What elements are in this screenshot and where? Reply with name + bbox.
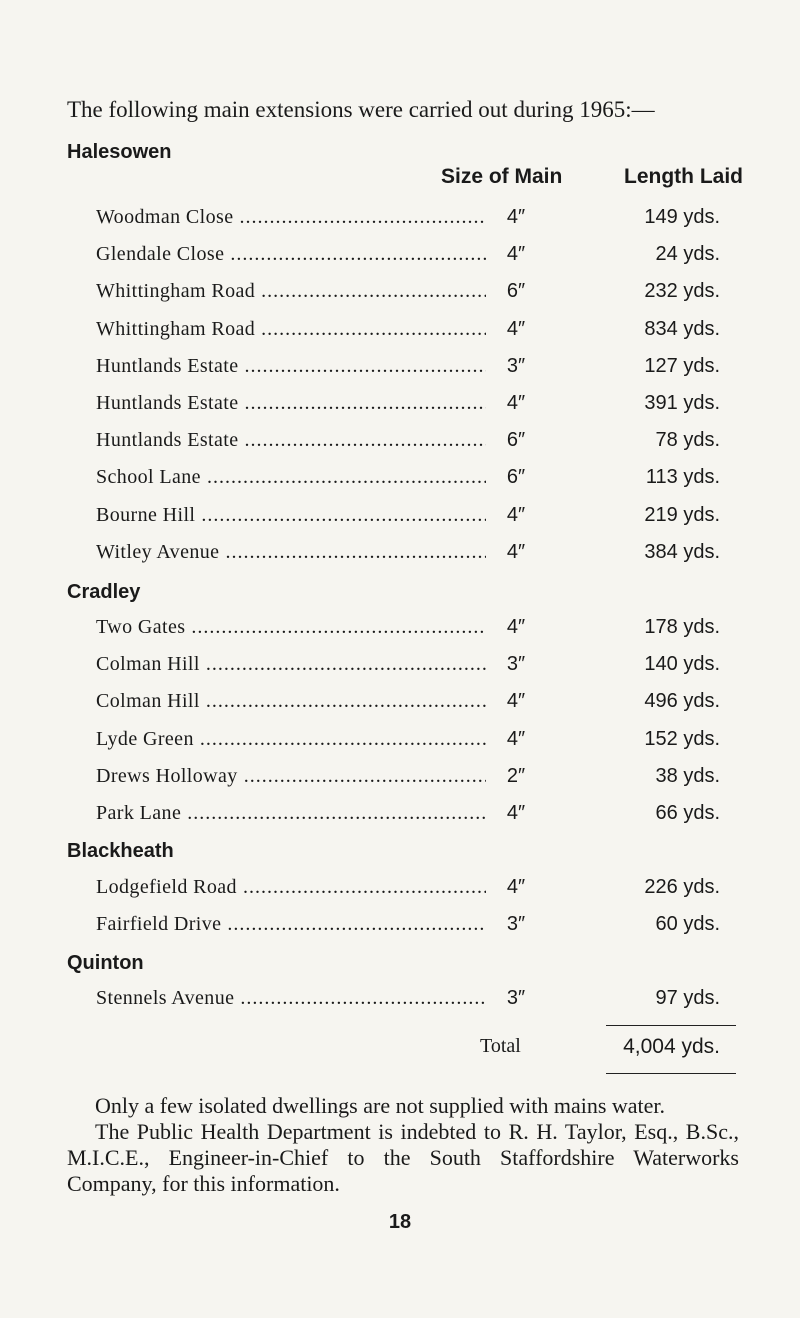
length-laid: 384 yds. — [644, 541, 720, 563]
table-row — [0, 318, 800, 348]
main-size: 4″ — [506, 690, 526, 712]
length-laid: 391 yds. — [644, 392, 720, 414]
column-header-length: Length Laid — [624, 165, 743, 188]
street-name: Colman Hill ..... — [96, 653, 486, 676]
table-row — [0, 206, 800, 236]
main-size: 4″ — [506, 206, 526, 228]
main-size: 4″ — [506, 318, 526, 340]
main-size: 6″ — [506, 466, 526, 488]
table-row — [0, 802, 800, 832]
length-laid: 113 yds. — [645, 466, 720, 488]
table-row — [0, 504, 800, 534]
main-size: 4″ — [506, 243, 526, 265]
street-name: Huntlands Estate ..... — [96, 355, 486, 378]
main-size: 3″ — [506, 653, 526, 675]
paragraph-isolated-dwellings: Only a few isolated dwellings are not supplied with mains water. — [95, 1093, 666, 1118]
length-laid: 834 yds. — [644, 318, 720, 340]
total-label: Total — [480, 1035, 521, 1057]
street-name: Huntlands Estate ..... — [96, 429, 486, 452]
length-laid: 78 yds. — [655, 429, 720, 451]
total-value: 4,004 yds. — [623, 1035, 720, 1058]
length-laid: 152 yds. — [644, 728, 720, 750]
length-laid: 60 yds. — [655, 913, 720, 935]
main-size: 6″ — [506, 429, 526, 451]
table-row — [0, 541, 800, 571]
section-heading-cradley: Cradley — [67, 581, 141, 603]
intro-text: The following main extensions were carried out during 1965:— — [67, 97, 655, 122]
table-row — [0, 466, 800, 496]
street-name: Woodman Close ..... — [96, 206, 486, 229]
main-size: 4″ — [506, 504, 526, 526]
table-row — [0, 392, 800, 422]
main-size: 4″ — [506, 541, 526, 563]
length-laid: 97 yds. — [655, 987, 720, 1009]
length-laid: 178 yds. — [644, 616, 720, 638]
length-laid: 127 yds. — [644, 355, 720, 377]
section-heading-halesowen: Halesowen — [67, 141, 172, 163]
street-name: School Lane ..... — [96, 466, 486, 489]
street-name: Drews Holloway ..... — [96, 765, 486, 788]
main-size: 4″ — [506, 728, 526, 750]
total-rule-top — [606, 1025, 736, 1026]
total-rule-bottom — [606, 1073, 736, 1074]
main-size: 3″ — [506, 913, 526, 935]
main-size: 4″ — [506, 802, 526, 824]
street-name: Whittingham Road ..... — [96, 280, 486, 303]
main-size: 4″ — [506, 876, 526, 898]
table-row — [0, 876, 800, 906]
main-size: 4″ — [506, 616, 526, 638]
length-laid: 38 yds. — [655, 765, 720, 787]
table-row — [0, 728, 800, 758]
main-size: 3″ — [506, 355, 526, 377]
page-number: 18 — [388, 1211, 412, 1233]
main-size: 4″ — [506, 392, 526, 414]
table-row — [0, 243, 800, 273]
length-laid: 24 yds. — [655, 243, 720, 265]
main-size: 2″ — [506, 765, 526, 787]
length-laid: 149 yds. — [644, 206, 720, 228]
street-name: Stennels Avenue ..... — [96, 987, 486, 1010]
table-row — [0, 987, 800, 1017]
column-header-size: Size of Main — [441, 165, 563, 188]
table-row — [0, 429, 800, 459]
street-name: Whittingham Road ..... — [96, 318, 486, 341]
length-laid: 219 yds. — [644, 504, 720, 526]
length-laid: 226 yds. — [644, 876, 720, 898]
table-row — [0, 355, 800, 385]
paragraph-acknowledgement: The Public Health Department is indebted to R. H. Taylor, Esq., B.Sc., M.I.C.E., Engineer-in-Chief to the South Staffordshire Waterworks Company, for this information. — [67, 1119, 739, 1196]
table-row — [0, 280, 800, 310]
table-row — [0, 913, 800, 943]
table-row — [0, 690, 800, 720]
main-size: 3″ — [506, 987, 526, 1009]
street-name: Huntlands Estate ..... — [96, 392, 486, 415]
length-laid: 232 yds. — [644, 280, 720, 302]
street-name: Colman Hill ..... — [96, 690, 486, 713]
street-name: Witley Avenue ..... — [96, 541, 486, 564]
main-size: 6″ — [506, 280, 526, 302]
street-name: Bourne Hill ..... — [96, 504, 486, 527]
length-laid: 66 yds. — [655, 802, 720, 824]
length-laid: 140 yds. — [644, 653, 720, 675]
table-row — [0, 653, 800, 683]
street-name: Lyde Green ..... — [96, 728, 486, 751]
section-heading-blackheath: Blackheath — [67, 840, 174, 862]
street-name: Lodgefield Road ..... — [96, 876, 486, 899]
street-name: Park Lane ..... — [96, 802, 486, 825]
table-row — [0, 765, 800, 795]
street-name: Two Gates ..... — [96, 616, 486, 639]
length-laid: 496 yds. — [644, 690, 720, 712]
table-row — [0, 616, 800, 646]
street-name: Glendale Close ..... — [96, 243, 486, 266]
street-name: Fairfield Drive ..... — [96, 913, 486, 936]
section-heading-quinton: Quinton — [67, 952, 144, 974]
